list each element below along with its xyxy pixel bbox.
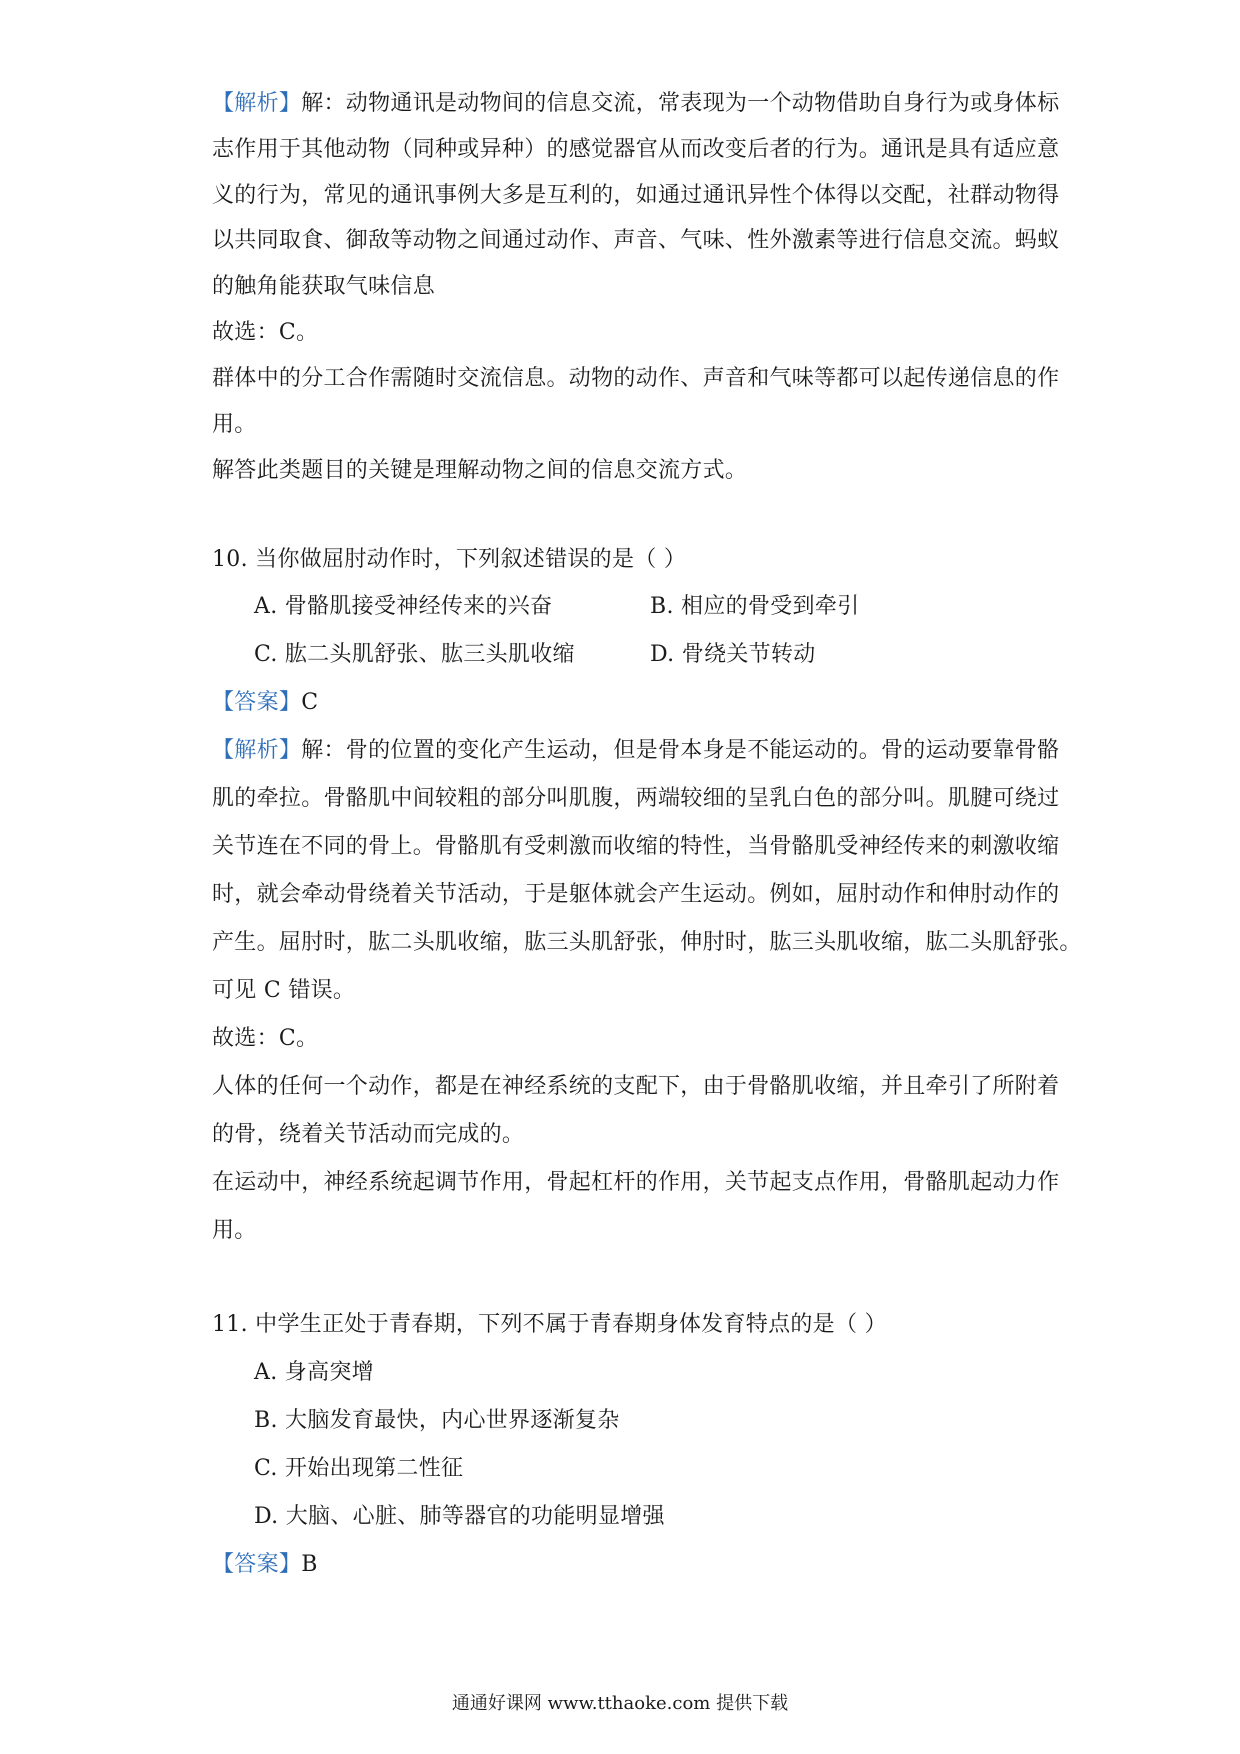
note-line: 群体中的分工合作需随时交流信息。动物的动作、声音和气味等都可以起传递信息的作 bbox=[212, 366, 1060, 391]
answer-value: C bbox=[301, 690, 319, 715]
option-c: C. 肱二头肌舒张、肱三头肌收缩 bbox=[254, 642, 575, 667]
analysis-line: 时，就会牵动骨绕着关节活动，于是躯体就会产生运动。例如，屈肘动作和伸肘动作的 bbox=[212, 882, 1060, 907]
analysis-line: 志作用于其他动物（同种或异种）的感觉器官从而改变后者的行为。通讯是具有适应意 bbox=[212, 137, 1060, 162]
option-d: D. 骨绕关节转动 bbox=[650, 642, 816, 667]
note-line: 解答此类题目的关键是理解动物之间的信息交流方式。 bbox=[212, 458, 748, 483]
analysis-line: 义的行为，常见的通讯事例大多是互利的，如通过通讯异性个体得以交配，社群动物得 bbox=[212, 183, 1060, 208]
note-line: 的骨，绕着关节活动而完成的。 bbox=[212, 1122, 525, 1147]
option-a: A. 骨骼肌接受神经传来的兴奋 bbox=[254, 594, 553, 619]
question-stem: 10. 当你做屈肘动作时，下列叙述错误的是（ ） bbox=[212, 547, 687, 572]
option-b: B. 大脑发育最快，内心世界逐渐复杂 bbox=[254, 1408, 620, 1433]
answer-tag: 【答案】 bbox=[212, 1552, 302, 1577]
option-b: B. 相应的骨受到牵引 bbox=[650, 594, 860, 619]
analysis-line: 可见 C 错误。 bbox=[212, 978, 356, 1003]
analysis-line: 以共同取食、御敌等动物之间通过动作、声音、气味、性外激素等进行信息交流。蚂蚁 bbox=[212, 228, 1060, 253]
answer-line bbox=[212, 688, 318, 718]
analysis-text: 解：骨的位置的变化产生运动，但是骨本身是不能运动的。骨的运动要靠骨骼 bbox=[301, 738, 1060, 763]
note-line: 用。 bbox=[212, 1218, 257, 1243]
option-d: D. 大脑、心脏、肺等器官的功能明显增强 bbox=[254, 1504, 665, 1529]
note-line: 人体的任何一个动作，都是在神经系统的支配下，由于骨骼肌收缩，并且牵引了所附着 bbox=[212, 1074, 1060, 1099]
analysis-tag: 【解析】 bbox=[212, 738, 302, 763]
page-footer: 通通好课网 www.tthaoke.com 提供下载 bbox=[451, 1693, 789, 1714]
answer-tag: 【答案】 bbox=[212, 690, 302, 715]
answer-line bbox=[212, 1550, 318, 1580]
analysis-line: 产生。屈肘时，肱二头肌收缩，肱三头肌舒张，伸肘时，肱三头肌收缩，肱二头肌舒张。 bbox=[212, 930, 1082, 955]
option-a: A. 身高突增 bbox=[254, 1360, 374, 1385]
analysis-tag: 【解析】 bbox=[212, 91, 302, 116]
answer-value: B bbox=[301, 1552, 318, 1577]
choice-line: 故选：C。 bbox=[212, 320, 319, 345]
analysis-line bbox=[212, 89, 1059, 119]
analysis-line: 肌的牵拉。骨骼肌中间较粗的部分叫肌腹，两端较细的呈乳白色的部分叫。肌腱可绕过 bbox=[212, 786, 1060, 811]
analysis-line: 的触角能获取气味信息 bbox=[212, 274, 436, 299]
option-c: C. 开始出现第二性征 bbox=[254, 1456, 464, 1481]
analysis-line: 关节连在不同的骨上。骨骼肌有受刺激而收缩的特性，当骨骼肌受神经传来的刺激收缩 bbox=[212, 834, 1060, 859]
choice-line: 故选：C。 bbox=[212, 1026, 319, 1051]
analysis-text: 解：动物通讯是动物间的信息交流，常表现为一个动物借助自身行为或身体标 bbox=[301, 91, 1060, 116]
note-line: 用。 bbox=[212, 412, 257, 437]
analysis-line bbox=[212, 736, 1059, 766]
note-line: 在运动中，神经系统起调节作用，骨起杠杆的作用，关节起支点作用，骨骼肌起动力作 bbox=[212, 1170, 1060, 1195]
question-stem: 11. 中学生正处于青春期，下列不属于青春期身体发育特点的是（ ） bbox=[212, 1312, 887, 1337]
